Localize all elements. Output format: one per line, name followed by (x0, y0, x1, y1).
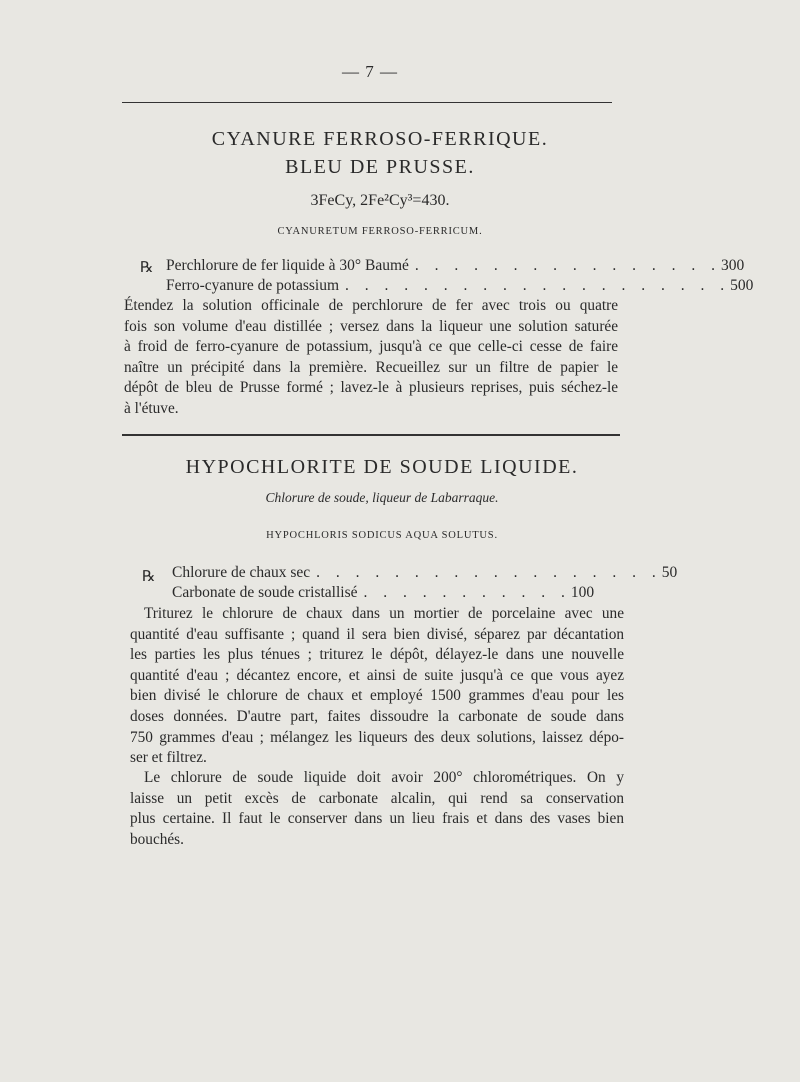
paragraph-line: quantité d'eau suffisante ; quand il sera bien divisé, séparez par décantation (130, 625, 624, 643)
section2-paragraph-1 (130, 604, 624, 769)
paragraph-line: bouchés. (130, 830, 184, 848)
paragraph-line: les parties les plus ténues ; triturez le dépôt, délayez-le dans une nouvelle (130, 646, 624, 664)
leader-dots: . . . . . . . . . . . . . . . . (414, 257, 722, 274)
paragraph-line: quantité d'eau ; décantez encore, et ainsi de suite jusqu'à ce que vous ayez (130, 666, 624, 684)
paragraph-line: bien divisé le chlorure de chaux et employé 1500 grammes d'eau pour les (130, 687, 624, 705)
section1-latin-name: CYANURETUM FERROSO-FERRICUM. (277, 226, 483, 237)
section2-paragraph-2 (130, 768, 624, 850)
ingredient-qty: 500 (730, 277, 754, 294)
paragraph-line: Étendez la solution officinale de perchlorure de fer avec trois ou quatre (124, 297, 618, 314)
leader-dots: . . . . . . . . . . . . . . . . . . (316, 564, 662, 581)
leader-dots: . . . . . . . . . . . . . . . . . . . . (345, 277, 731, 294)
ingredient-name: Chlorure de chaux sec (172, 564, 311, 581)
paragraph-line: à l'étuve. (124, 399, 179, 417)
ingredient-row (172, 564, 678, 582)
section2-latin-name: HYPOCHLORIS SODICUS AQUA SOLUTUS. (266, 530, 498, 541)
section2-subtitle: Chlorure de soude, liqueur de Labarraque. (265, 490, 499, 505)
ingredient-name: Perchlorure de fer liquide à 30° Baumé (166, 257, 409, 274)
paragraph-line: fois son volume d'eau distillée ; versez dans la liqueur une solution saturée (124, 317, 618, 335)
section1-formula: 3FeCy, 2Fe²Cy³=430. (310, 192, 450, 209)
paragraph-line: doses données. D'autre part, faites dissoudre la carbonate de soude dans (130, 707, 624, 725)
paragraph-line: ser et filtrez. (130, 749, 207, 767)
paragraph-line: Triturez le chlorure de chaux dans un mortier de porcelaine avec une (144, 605, 624, 622)
recipe-symbol-icon: ℞ (140, 260, 154, 276)
paragraph-line: à froid de ferro-cyanure de potassium, jusqu'à ce que celle-ci cesse de faire (124, 338, 618, 356)
paragraph-line: dépôt de bleu de Prusse formé ; lavez-le à plusieurs reprises, puis séchez-le (124, 379, 618, 397)
ingredient-row (166, 277, 754, 295)
paragraph-line: plus certaine. Il faut le conserver dans un lieu frais et dans des vases bien (130, 810, 624, 828)
ingredient-row (172, 584, 595, 602)
page-number: — 7 — (342, 62, 398, 81)
section1-title: CYANURE FERROSO-FERRIQUE. (211, 128, 549, 150)
ingredient-name: Ferro-cyanure de potassium (166, 277, 340, 294)
ingredient-qty: 300 (721, 257, 745, 274)
paragraph-line: laisse un petit excès de carbonate alcalin, qui rend sa conservation (130, 789, 624, 807)
section-divider (122, 434, 620, 436)
ingredient-qty: 100 (570, 584, 595, 601)
recipe-symbol-icon: ℞ (142, 569, 156, 585)
section1-subtitle: BLEU DE PRUSSE. (285, 156, 475, 178)
leader-dots: . . . . . . . . . . . (363, 584, 571, 601)
section1-paragraph (124, 296, 618, 420)
ingredient-name: Carbonate de soude cristallisé (172, 584, 358, 601)
paragraph-line: naître un précipité dans la première. Recueillez sur un filtre de papier le (124, 358, 618, 376)
ingredient-row (166, 257, 745, 275)
header-rule (122, 102, 612, 103)
paragraph-line: Le chlorure de soude liquide doit avoir 200° chlorométriques. On y (144, 769, 624, 786)
paragraph-line: 750 grammes d'eau ; mélangez les liqueurs des deux solutions, laissez dépo- (130, 728, 624, 746)
section2-title: HYPOCHLORITE DE SOUDE LIQUIDE. (185, 456, 579, 478)
ingredient-qty: 50 (661, 564, 678, 581)
